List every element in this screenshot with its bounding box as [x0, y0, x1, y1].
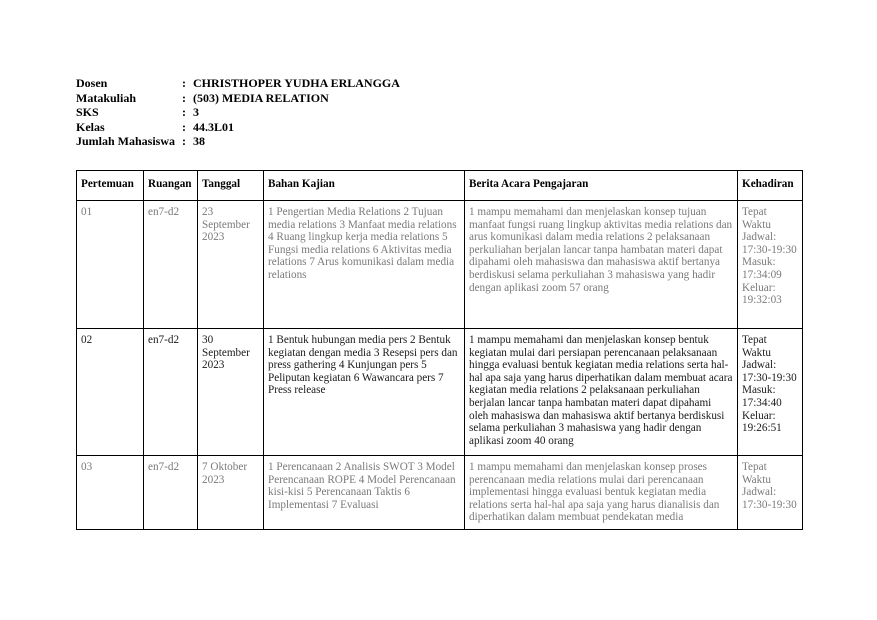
cell-kehadiran: Tepat Waktu Jadwal: 17:30-19:30: [738, 456, 803, 530]
cell-kehadiran: Tepat Waktu Jadwal: 17:30-19:30 Masuk: 17:34:40 Keluar: 19:26:51: [738, 329, 803, 456]
cell-pertemuan: 02: [77, 329, 144, 456]
info-label: Matakuliah: [76, 90, 137, 105]
cell-tanggal: 7 Oktober 2023: [198, 456, 264, 530]
info-row-dosen: [76, 76, 400, 91]
col-header-ruangan: Ruangan: [144, 171, 198, 201]
col-header-kehadiran: Kehadiran: [738, 171, 803, 201]
table-row: [77, 329, 803, 456]
info-label: Jumlah Mahasiswa: [76, 134, 176, 148]
cell-bahan-kajian: 1 Pengertian Media Relations 2 Tujuan media relations 3 Manfaat media relations 4 Ruang lingkup kerja media relations 5 Fungsi media relations 6 Aktivitas media relations 7 Arus komunikasi dalam media relations: [264, 201, 465, 329]
col-header-pertemuan: Pertemuan: [77, 171, 144, 201]
cell-tanggal: 23 September 2023: [198, 201, 264, 329]
col-header-tanggal: Tanggal: [198, 171, 264, 201]
info-label: SKS: [76, 105, 99, 119]
info-separator: :: [182, 119, 186, 134]
cell-ruangan: en7-d2: [144, 201, 198, 329]
info-row-sks: [76, 105, 400, 120]
attendance-table: [76, 170, 803, 530]
cell-bahan-kajian: 1 Perencanaan 2 Analisis SWOT 3 Model Perencanaan ROPE 4 Model Perencanaan kisi-kisi 5 Perencanaan Taktis 6 Implementasi 7 Evaluasi: [264, 456, 465, 530]
info-row-matakuliah: [76, 91, 400, 106]
table-row: [77, 201, 803, 329]
info-label: Kelas: [76, 119, 105, 134]
col-header-berita-acara: Berita Acara Pengajaran: [465, 171, 738, 201]
info-value: (503) MEDIA RELATION: [193, 90, 329, 105]
cell-berita-acara: 1 mampu memahami dan menjelaskan konsep bentuk kegiatan mulai dari persiapan perencanaan pelaksanaan hingga evaluasi bentuk kegiatan media relations serta hal-hal apa saja yang harus diperhatikan dalam membuat acara kegiatan media relations 2 pelaksanaan perkuliahan berjalan lancar tanpa hambatan materi dapat dipahami oleh mahasiswa dan mahasiswa aktif bertanya berdiskusi selama perkuliahan 3 mahasiswa yang hadir dengan aplikasi zoom 40 orang: [465, 329, 738, 456]
col-header-bahan-kajian: Bahan Kajian: [264, 171, 465, 201]
cell-bahan-kajian: 1 Bentuk hubungan media pers 2 Bentuk kegiatan dengan media 3 Resepsi pers dan press gathering 4 Kunjungan pers 5 Peliputan kegiatan 6 Wawancara pers 7 Press release: [264, 329, 465, 456]
course-info: [76, 76, 400, 149]
table-row: [77, 456, 803, 530]
info-row-jumlah-mahasiswa: [76, 134, 400, 149]
cell-berita-acara: 1 mampu memahami dan menjelaskan konsep tujuan manfaat fungsi ruang lingkup aktivitas media relations dan arus komunikasi dalam media relations 2 pelaksanaan perkuliahan berjalan lancar tanpa hambatan materi dapat dipahami oleh mahasiswa dan mahasiswa aktif bertanya berdiskusi selama perkuliahan 3 mahasiswa yang hadir dengan aplikasi zoom 57 orang: [465, 201, 738, 329]
info-value: 44.3L01: [193, 119, 235, 134]
info-row-kelas: [76, 120, 400, 135]
cell-tanggal: 30 September 2023: [198, 329, 264, 456]
info-separator: :: [182, 134, 186, 148]
cell-kehadiran: Tepat Waktu Jadwal: 17:30-19:30 Masuk: 17:34:09 Keluar: 19:32:03: [738, 201, 803, 329]
info-value: 3: [193, 105, 199, 119]
info-separator: :: [182, 105, 186, 119]
cell-pertemuan: 01: [77, 201, 144, 329]
table-header-row: [77, 171, 803, 201]
info-value: CHRISTHOPER YUDHA ERLANGGA: [193, 76, 400, 90]
cell-ruangan: en7-d2: [144, 329, 198, 456]
cell-pertemuan: 03: [77, 456, 144, 530]
cell-ruangan: en7-d2: [144, 456, 198, 530]
info-separator: :: [182, 90, 186, 105]
info-value: 38: [193, 134, 205, 148]
info-label: Dosen: [76, 76, 108, 90]
info-separator: :: [182, 76, 186, 90]
cell-berita-acara: 1 mampu memahami dan menjelaskan konsep proses perencanaan media relations mulai dari perencanaan implementasi hingga evaluasi bentuk kegiatan media relations serta hal-hal apa saja yang harus dianalisis dan diperhatikan dalam membuat pendekatan media: [465, 456, 738, 530]
